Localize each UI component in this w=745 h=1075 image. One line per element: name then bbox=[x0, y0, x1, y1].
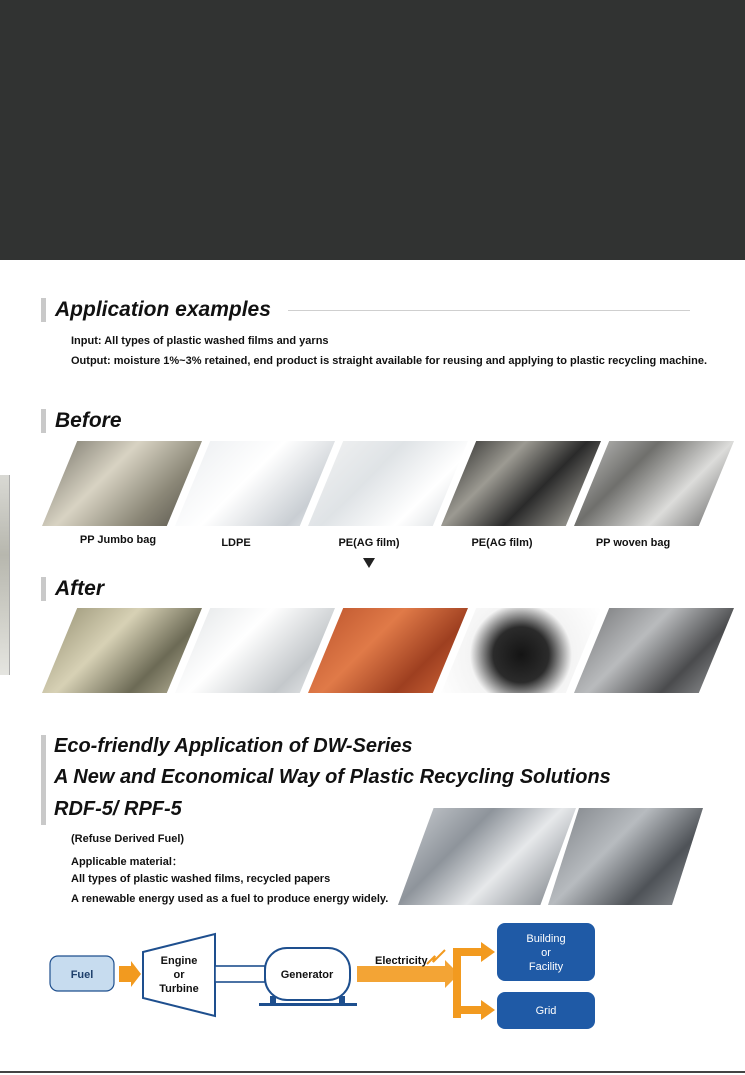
header-dark-banner bbox=[0, 0, 745, 260]
eco-detail-4: A renewable energy used as a fuel to produce energy widely. bbox=[71, 893, 389, 905]
label-pp-woven-bag: PP woven bag bbox=[595, 537, 671, 549]
before-image-strip bbox=[42, 441, 734, 526]
engine-label-1: Engine bbox=[160, 955, 198, 967]
after-pellet-photo-5 bbox=[574, 608, 734, 693]
pp-jumbo-bag-photo bbox=[42, 441, 202, 526]
branch-arrow-bottom bbox=[457, 1000, 495, 1020]
generator-foot-right bbox=[339, 996, 345, 1004]
engine-label-2: or bbox=[173, 969, 185, 981]
input-description: Input: All types of plastic washed films and yarns bbox=[71, 335, 329, 347]
shaft bbox=[215, 966, 265, 982]
edge-photo-fragment bbox=[0, 475, 10, 675]
eco-section-bar bbox=[41, 735, 46, 825]
bottom-divider bbox=[0, 1071, 745, 1073]
title-divider bbox=[288, 310, 690, 311]
electricity-label: Electricity bbox=[375, 955, 428, 967]
engine-label-3: Turbine bbox=[159, 983, 199, 995]
generator-label: Generator bbox=[280, 969, 334, 981]
ldpe-photo bbox=[175, 441, 335, 526]
building-label-1: Building bbox=[526, 933, 566, 945]
eco-image-strip bbox=[398, 808, 703, 905]
application-examples-title: Application examples bbox=[41, 298, 271, 322]
building-label-3: Facility bbox=[528, 961, 564, 973]
building-label-2: or bbox=[541, 947, 551, 959]
generator-base bbox=[259, 1003, 357, 1006]
after-pellet-photo-4 bbox=[441, 608, 601, 693]
before-title: Before bbox=[41, 409, 122, 433]
rpf-pellets-photo bbox=[548, 808, 703, 905]
down-arrow-icon bbox=[363, 558, 375, 568]
branch-arrow-top bbox=[457, 942, 495, 962]
label-pp-jumbo-bag: PP Jumbo bag bbox=[79, 534, 157, 546]
rdf-flakes-photo bbox=[398, 808, 576, 905]
fuel-arrow bbox=[119, 961, 141, 987]
eco-heading-line-2: A New and Economical Way of Plastic Recycling Solutions bbox=[54, 766, 611, 788]
after-pellet-photo-2 bbox=[175, 608, 335, 693]
after-title: After bbox=[41, 577, 104, 601]
pp-woven-bag-photo bbox=[574, 441, 734, 526]
eco-detail-2: Applicable material： bbox=[71, 856, 183, 868]
pe-ag-film-clear-photo bbox=[308, 441, 468, 526]
after-pellet-photo-1 bbox=[42, 608, 202, 693]
pe-ag-film-black-photo bbox=[441, 441, 601, 526]
fuel-label: Fuel bbox=[70, 969, 94, 981]
label-ldpe: LDPE bbox=[221, 537, 251, 549]
grid-label: Grid bbox=[535, 1005, 557, 1017]
label-pe-ag-film-2: PE(AG film) bbox=[471, 537, 533, 549]
eco-detail-3: All types of plastic washed films, recycled papers bbox=[71, 873, 331, 885]
after-image-strip bbox=[42, 608, 734, 693]
generator-foot-left bbox=[270, 996, 276, 1004]
eco-detail-1: (Refuse Derived Fuel) bbox=[71, 833, 185, 845]
after-pellet-photo-3 bbox=[308, 608, 468, 693]
output-description: Output: moisture 1%~3% retained, end product is straight available for reusing and applying to plastic recycling machine. bbox=[71, 355, 707, 367]
lightning-icon bbox=[427, 950, 445, 964]
energy-flow-diagram bbox=[45, 920, 605, 1035]
label-pe-ag-film-1: PE(AG film) bbox=[338, 537, 400, 549]
eco-heading-line-1: Eco-friendly Application of DW-Series bbox=[54, 735, 413, 757]
eco-heading-line-3: RDF-5/ RPF-5 bbox=[54, 798, 182, 820]
